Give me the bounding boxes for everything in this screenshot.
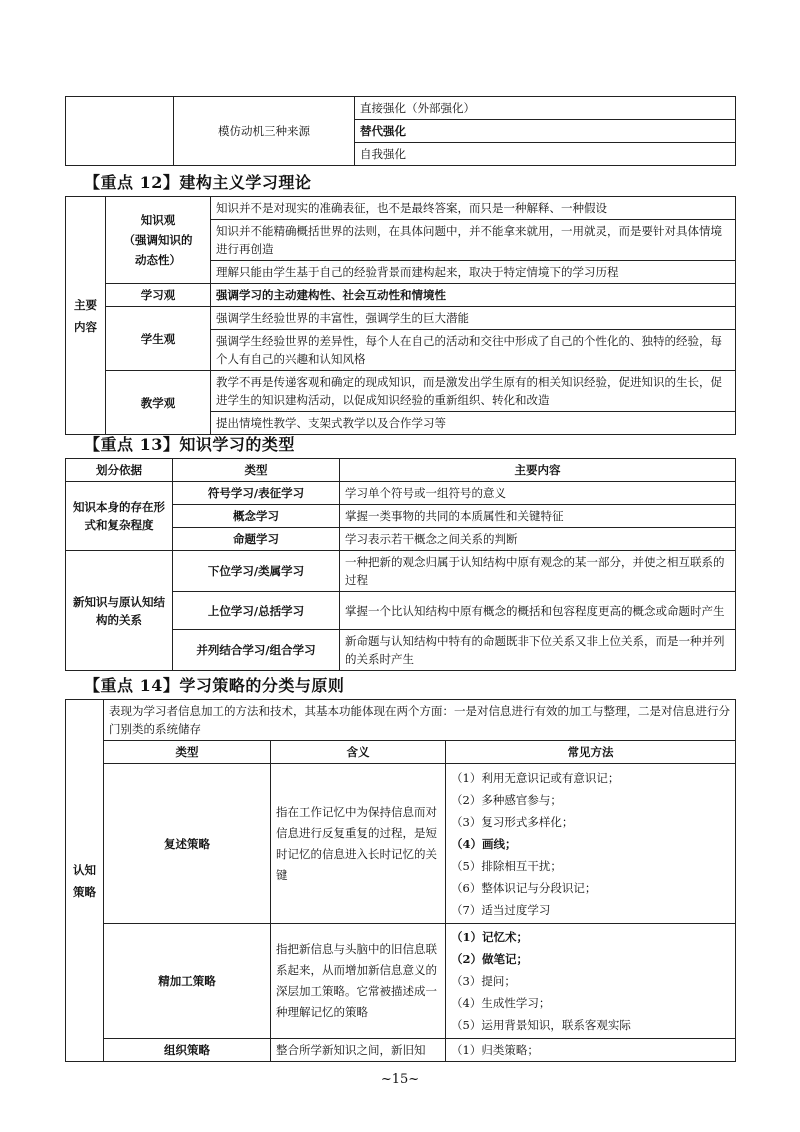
teaching-view-2: 提出情境性教学、支架式教学以及合作学习等 <box>211 412 736 435</box>
header-meaning: 含义 <box>271 741 446 764</box>
content-combinatorial: 新命题与认知结构中特有的命题既非下位关系又非上位关系，而是一种并列的关系时产生 <box>340 630 736 671</box>
imitation-row-2: 替代强化 <box>355 120 736 143</box>
knowledge-view-label: 知识观 （强调知识的 动态性） <box>106 197 211 284</box>
method-item: （2）做笔记； <box>451 952 529 966</box>
header-type: 类型 <box>173 459 340 482</box>
knowledge-view-2: 知识并不能精确概括世界的法则，在具体问题中，并不能拿来就用，一用就灵，而是要针对具体情境进行再创造 <box>211 220 736 261</box>
learning-view-1: 强调学习的主动建构性、社会互动性和情境性 <box>211 284 736 307</box>
type-symbol: 符号学习/表征学习 <box>173 482 340 505</box>
student-view-label: 学生观 <box>106 307 211 371</box>
knowledge-learning-table <box>65 458 736 671</box>
organization-strategy-meaning: 整合所学新知识之间，新旧知 <box>271 1039 446 1062</box>
knowledge-view-3: 理解只能由学生基于自己的经验背景而建构起来，取决于特定情境下的学习历程 <box>211 261 736 284</box>
type-subordinate: 下位学习/类属学习 <box>173 551 340 592</box>
organization-method: （1）归类策略； <box>446 1039 736 1062</box>
type-combinatorial: 并列结合学习/组合学习 <box>173 630 340 671</box>
main-content-label: 主要 内容 <box>66 197 106 435</box>
teaching-view-label: 教学观 <box>106 371 211 435</box>
method-item: （4）生成性学习； <box>451 996 551 1010</box>
page-number: ~15~ <box>380 1072 420 1087</box>
knowledge-view-1: 知识并不是对现实的准确表征，也不是最终答案，而只是一种解释、一种假设 <box>211 197 736 220</box>
teaching-view-1: 教学不再是传递客观和确定的现成知识，而是激发出学生原有的相关知识经验，促进知识的生长，促进学生的知识建构活动，以促成知识经验的重新组织、转化和改造 <box>211 371 736 412</box>
section-13-title: 【重点 13】知识学习的类型 <box>84 435 295 454</box>
blank-cell <box>66 97 174 166</box>
organization-strategy-name: 组织策略 <box>104 1039 271 1062</box>
content-proposition: 学习表示若干概念之间关系的判断 <box>340 528 736 551</box>
method-item: （5）运用背景知识，联系客观实际 <box>451 1018 631 1032</box>
type-proposition: 命题学习 <box>173 528 340 551</box>
header-kind: 类型 <box>104 741 271 764</box>
method-item: （6）整体识记与分段识记； <box>451 880 597 895</box>
elaboration-strategy-meaning: 指把新信息与头脑中的旧信息联系起来，从而增加新信息意义的深层加工策略。它常被描述成一种理解记忆的策略 <box>271 924 446 1039</box>
content-superordinate: 掌握一个比认知结构中原有概念的概括和包容程度更高的概念或命题时产生 <box>340 592 736 630</box>
imitation-row-1: 直接强化（外部强化） <box>355 97 736 120</box>
method-item: （1）利用无意识记或有意识记； <box>451 770 620 785</box>
method-item: （3）复习形式多样化； <box>451 814 574 829</box>
method-item: （2）多种感官参与； <box>451 792 562 807</box>
group-1-label: 知识本身的存在形式和复杂程度 <box>66 482 173 551</box>
content-symbol: 学习单个符号或一组符号的意义 <box>340 482 736 505</box>
type-superordinate: 上位学习/总括学习 <box>173 592 340 630</box>
header-basis: 划分依据 <box>66 459 173 482</box>
method-item: （1）记忆术； <box>451 930 529 944</box>
cognitive-strategy-intro: 表现为学习者信息加工的方法和技术，其基本功能体现在两个方面：一是对信息进行有效的加工与整理，二是对信息进行分门别类的系统储存 <box>104 700 736 741</box>
content-concept: 掌握一类事物的共同的本质属性和关键特征 <box>340 505 736 528</box>
method-item: （7）适当过度学习 <box>451 902 551 917</box>
imitation-row-3: 自我强化 <box>355 143 736 166</box>
elaboration-methods <box>446 924 736 1039</box>
header-content: 主要内容 <box>340 459 736 482</box>
learning-view-label: 学习观 <box>106 284 211 307</box>
student-view-2: 强调学生经验世界的差异性，每个人在自己的活动和交往中形成了自己的个性化的、独特的经验，每个人有自己的兴趣和认知风格 <box>211 330 736 371</box>
rehearsal-methods <box>446 764 736 924</box>
content-subordinate: 一种把新的观念归属于认知结构中原有观念的某一部分，并使之相互联系的过程 <box>340 551 736 592</box>
group-2-label: 新知识与原认知结构的关系 <box>66 551 173 671</box>
type-concept: 概念学习 <box>173 505 340 528</box>
learning-strategy-table <box>65 699 736 1062</box>
imitation-table <box>65 96 736 166</box>
cognitive-strategy-label: 认知 策略 <box>66 700 104 1062</box>
method-item: （4）画线； <box>451 836 517 851</box>
rehearsal-strategy-meaning: 指在工作记忆中为保持信息而对信息进行反复重复的过程，是短时记忆的信息进入长时记忆的关键 <box>271 764 446 924</box>
method-item: （5）排除相互干扰； <box>451 858 562 873</box>
elaboration-strategy-name: 精加工策略 <box>104 924 271 1039</box>
rehearsal-strategy-name: 复述策略 <box>104 764 271 924</box>
header-methods: 常见方法 <box>446 741 736 764</box>
method-item: （3）提问； <box>451 974 516 988</box>
constructivism-table <box>65 196 736 435</box>
imitation-label: 模仿动机三种来源 <box>174 97 355 166</box>
section-14-title: 【重点 14】学习策略的分类与原则 <box>84 676 345 695</box>
section-12-title: 【重点 12】建构主义学习理论 <box>84 173 312 192</box>
student-view-1: 强调学生经验世界的丰富性，强调学生的巨大潜能 <box>211 307 736 330</box>
